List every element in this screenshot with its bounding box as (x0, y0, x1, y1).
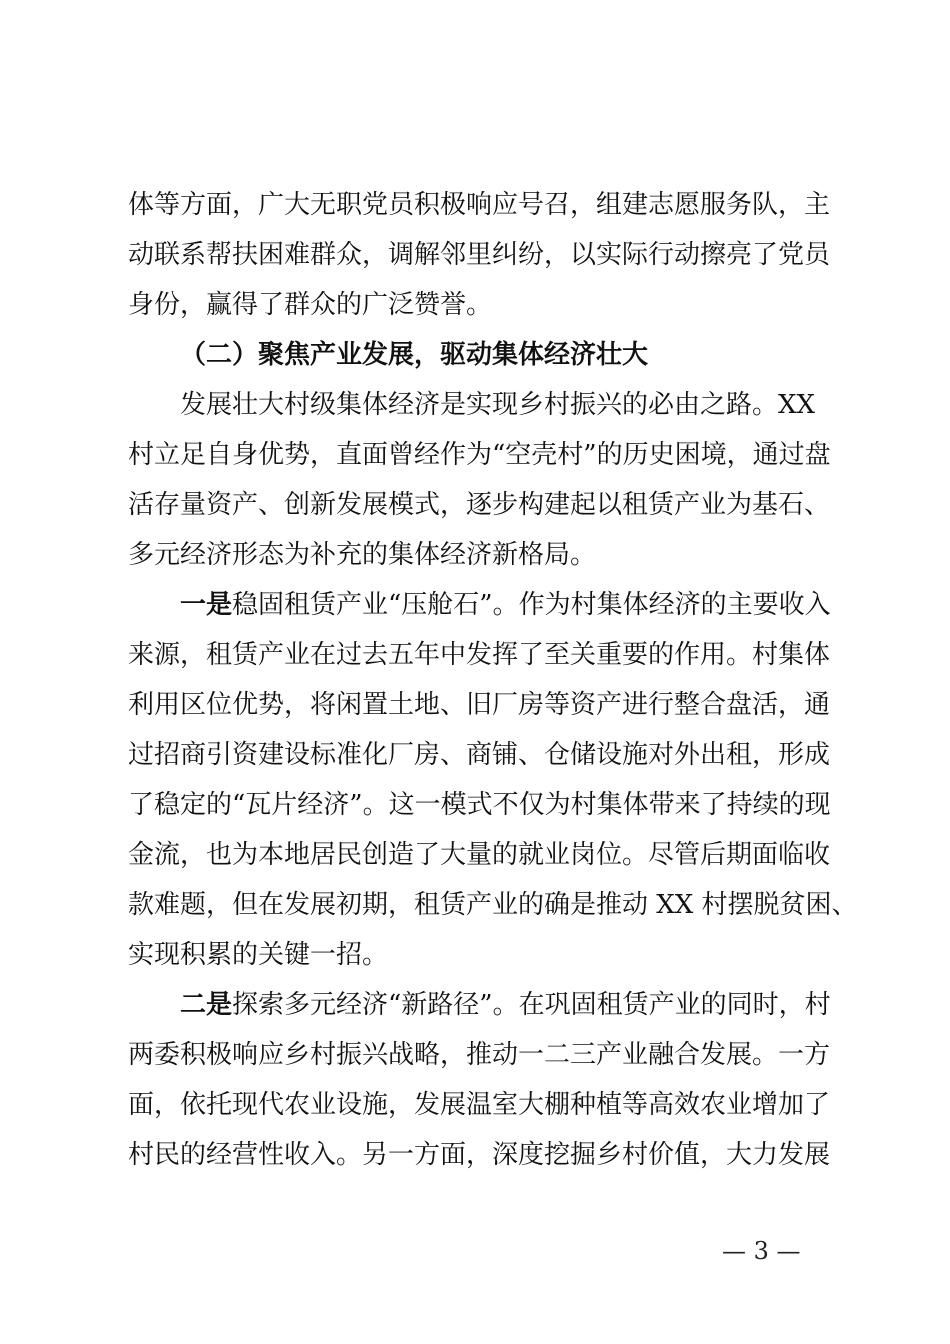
text-line: 面，依托现代农业设施，发展温室大棚种植等高效农业增加了 (128, 1090, 831, 1120)
text-line: 实现积累的关键一招。 (128, 940, 389, 970)
paragraph-first-line-text: 稳固租赁产业“压舱石”。作为村集体经济的主要收入 (232, 590, 831, 620)
text-line: 利用区位优势，将闲置土地、旧厂房等资产进行整合盘活，通 (128, 690, 831, 720)
text-line: 过招商引资建设标准化厂房、商铺、仓储设施对外出租，形成 (128, 740, 831, 770)
text-line: 两委积极响应乡村振兴战略，推动一二三产业融合发展。一方 (128, 1040, 831, 1070)
text-line: 发展壮大村级集体经济是实现乡村振兴的必由之路。XX (180, 390, 816, 420)
text-line: 动联系帮扶困难群众，调解邻里纠纷，以实际行动擦亮了党员 (128, 240, 831, 270)
paragraph-lead: 一是 (180, 590, 233, 620)
text-line: 了稳定的“瓦片经济”。这一模式不仅为村集体带来了持续的现 (128, 790, 831, 820)
section-heading: （二）聚焦产业发展，驱动集体经济壮大 (180, 340, 649, 370)
page-number: — 3 — (722, 1237, 801, 1265)
paragraph-lead: 二是 (180, 990, 233, 1020)
text-line (180, 590, 831, 620)
text-line: 体等方面，广大无职党员积极响应号召，组建志愿服务队，主 (128, 190, 831, 220)
text-line: 活存量资产、创新发展模式，逐步构建起以租赁产业为基石、 (128, 490, 831, 520)
text-line: 来源，租赁产业在过去五年中发挥了至关重要的作用。村集体 (128, 640, 831, 670)
text-line: 身份，赢得了群众的广泛赞誉。 (128, 290, 493, 320)
text-line: 金流，也为本地居民创造了大量的就业岗位。尽管后期面临收 (128, 840, 831, 870)
text-line: 村民的经营性收入。另一方面，深度挖掘乡村价值，大力发展 (128, 1140, 831, 1170)
text-line (180, 990, 831, 1020)
text-line: 村立足自身优势，直面曾经作为“空壳村”的历史困境，通过盘 (128, 440, 831, 470)
text-line: 款难题，但在发展初期，租赁产业的确是推动 XX 村摆脱贫困、 (128, 890, 858, 920)
text-line: 多元经济形态为补充的集体经济新格局。 (128, 540, 597, 570)
paragraph-first-line-text: 探索多元经济“新路径”。在巩固租赁产业的同时，村 (232, 990, 831, 1020)
